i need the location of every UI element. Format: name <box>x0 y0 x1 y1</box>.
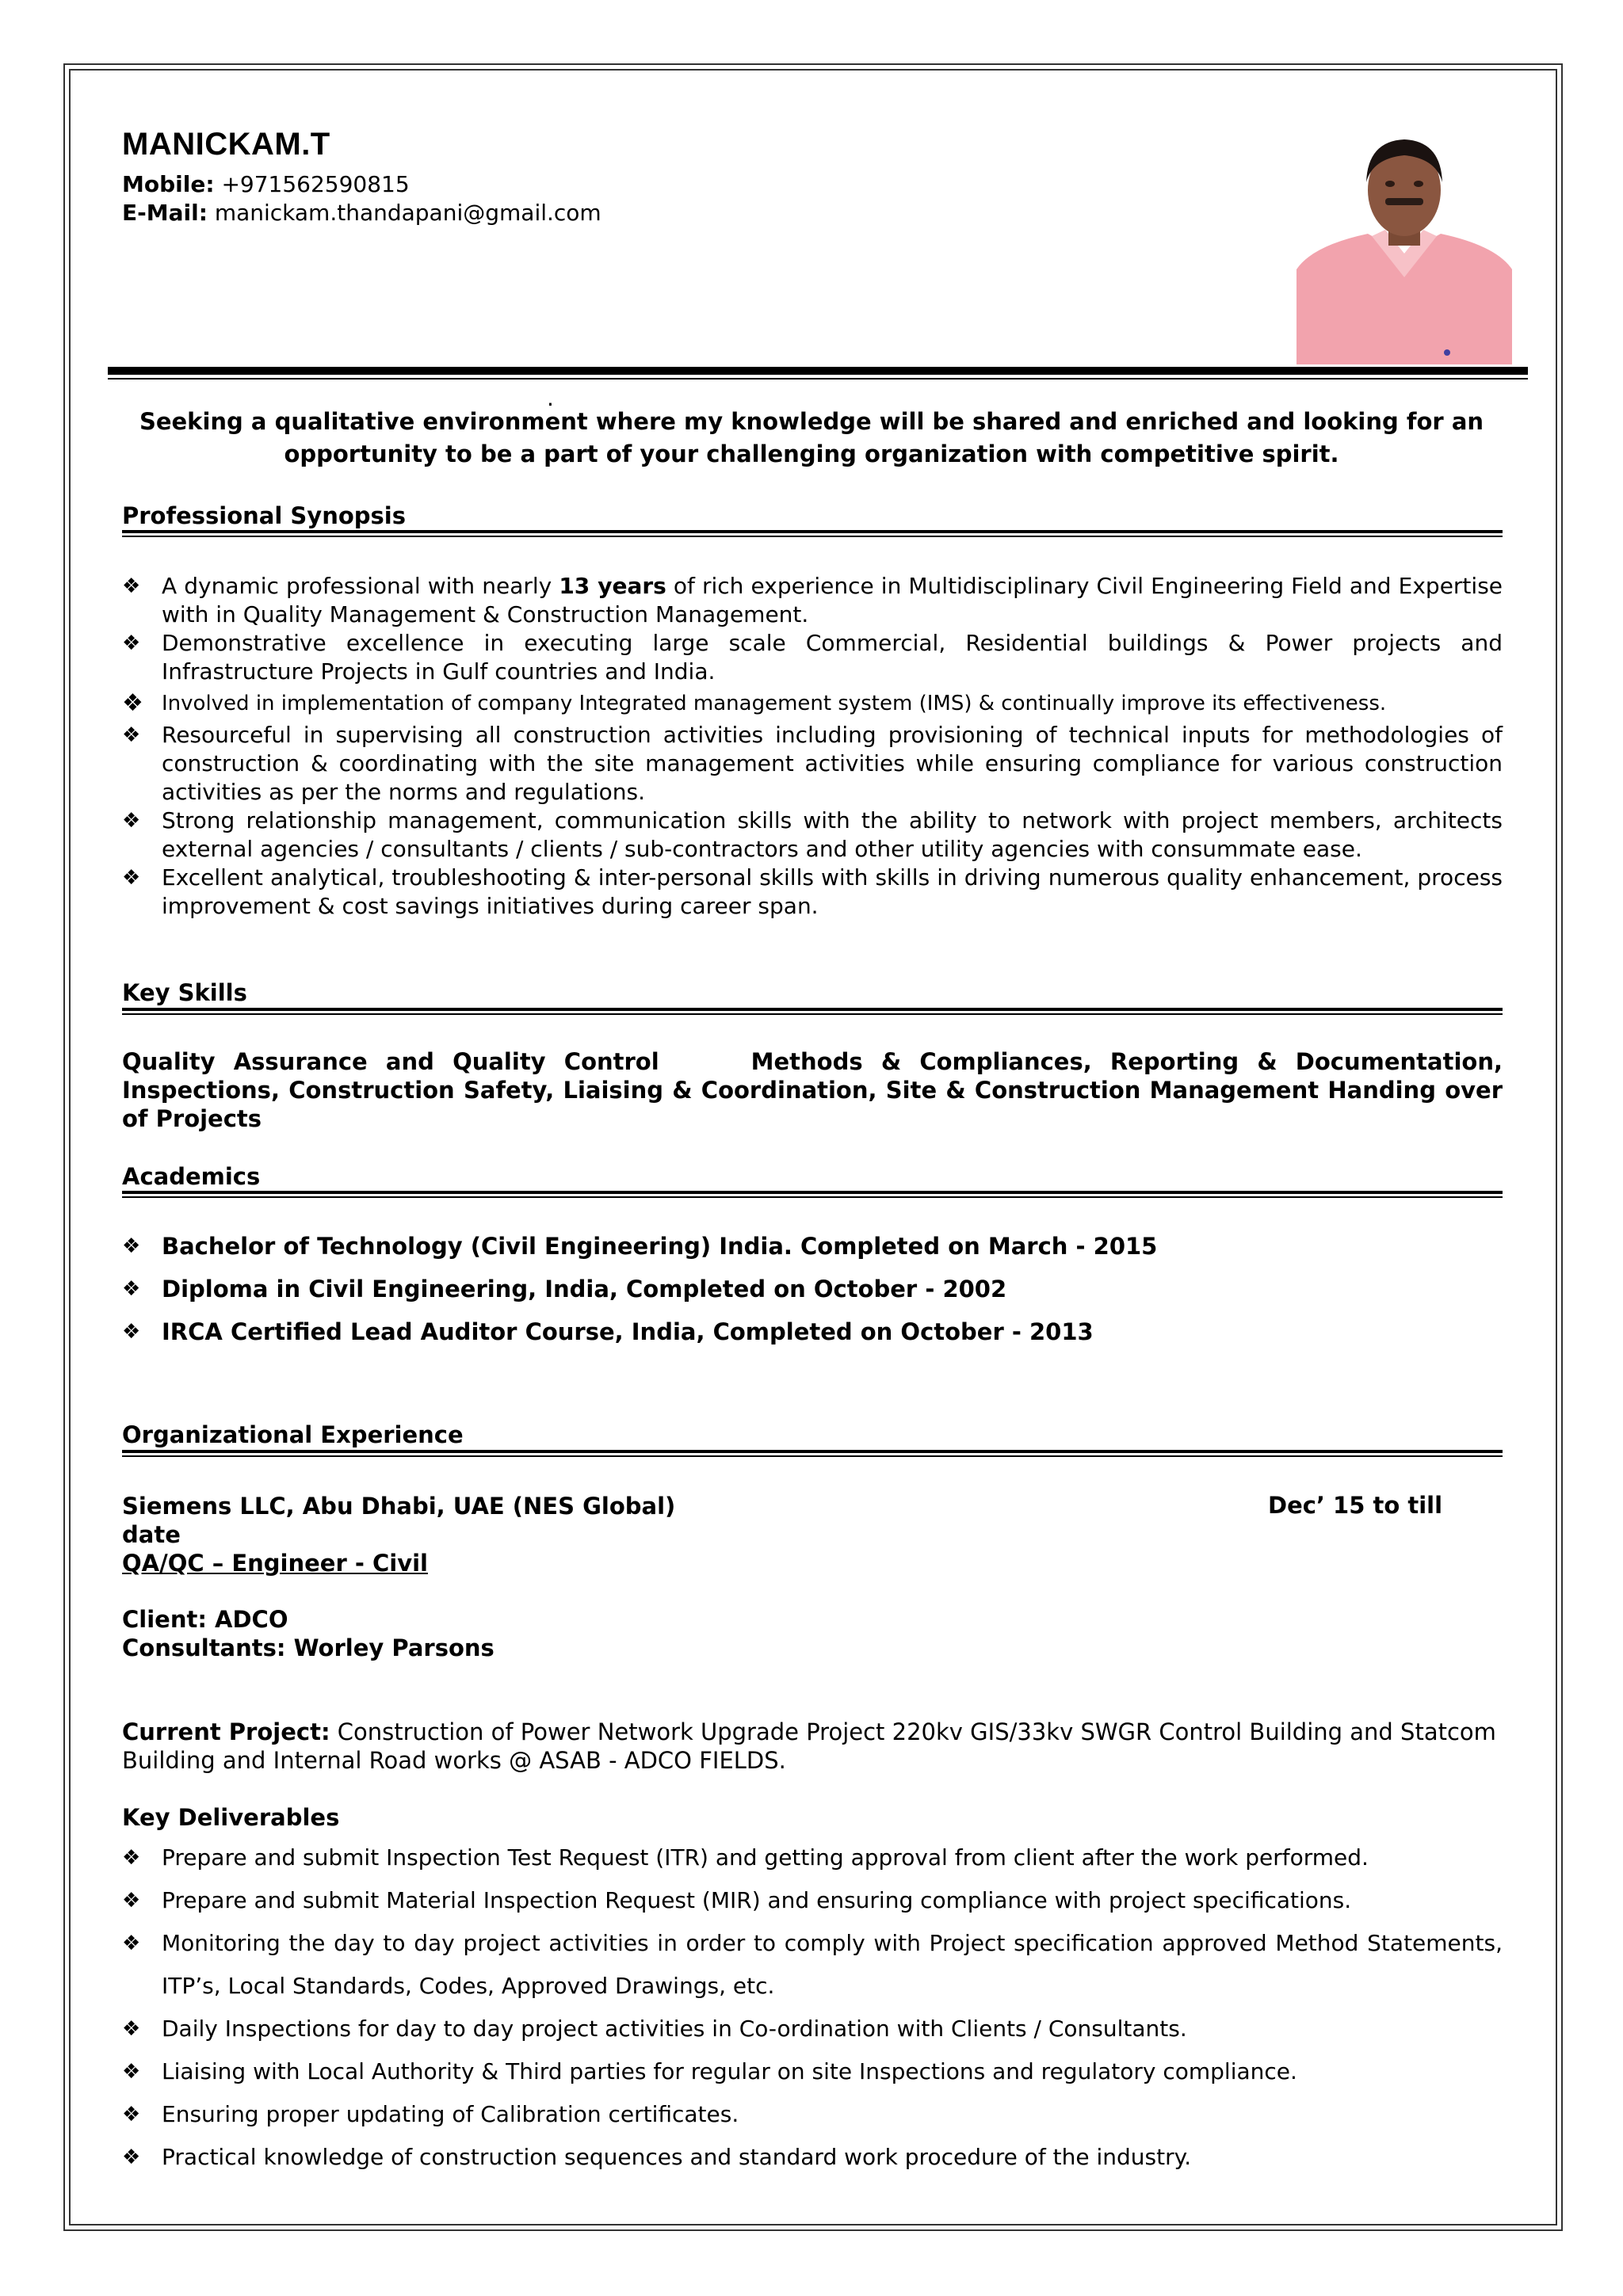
company-name: Siemens LLC, Abu Dhabi, UAE (NES Global) <box>122 1493 676 1520</box>
bullet-icon: ❖ <box>122 574 141 598</box>
profile-photo <box>1296 135 1512 364</box>
list-item: ❖ Practical knowledge of construction sequences and standard work procedure of the industry. <box>122 2136 1503 2179</box>
synopsis-list <box>122 572 1503 921</box>
mobile-label: Mobile: <box>122 171 215 197</box>
current-project-label: Current Project: <box>122 1718 330 1745</box>
deliverables-title: Key Deliverables <box>122 1804 340 1831</box>
list-item: ❖ Bachelor of Technology (Civil Engineering) India. Completed on March - 2015 <box>122 1225 1503 1268</box>
bullet-icon: ❖ <box>122 1234 141 1258</box>
bullet-icon: ❖ <box>122 1889 141 1913</box>
list-item: ❖ Prepare and submit Material Inspection Request (MIR) and ensuring compliance with project specifications. <box>122 1879 1503 1922</box>
current-project-text: Construction of Power Network Upgrade Project 220kv GIS/33kv SWGR Control Building and Statcom Building and Internal Road works @ ASAB - ADCO FIELDS. <box>122 1718 1496 1774</box>
deliverables-list <box>122 1836 1503 2179</box>
job-role: QA/QC – Engineer - Civil <box>122 1550 428 1577</box>
client-name: Client: ADCO <box>122 1606 288 1633</box>
list-item: ❖ Prepare and submit Inspection Test Request (ITR) and getting approval from client after the work performed. <box>122 1836 1503 1879</box>
section-title-experience: Organizational Experience <box>122 1421 464 1448</box>
bullet-icon: ❖ <box>122 723 141 747</box>
stray-dot: . <box>547 385 554 411</box>
list-item: ❖ Involved in implementation of company Integrated management system (IMS) & continually improve its effectiveness. <box>122 686 1503 721</box>
header-divider-thick <box>108 367 1528 375</box>
consultant-name: Consultants: Worley Parsons <box>122 1634 495 1661</box>
section-title-academics: Academics <box>122 1163 261 1190</box>
key-skills-text: Quality Assurance and Quality Control Methods & Compliances, Reporting & Documentation, Inspections, Construction Safety, Liaising & Coordination, Site & Construction Management Handing over of Projects <box>122 1048 1511 1132</box>
list-item: ❖ A dynamic professional with nearly 13 years of rich experience in Multidisciplinary Civil Engineering Field and Expertise with in Quality Management & Construction Management. <box>122 573 1503 627</box>
list-item: ❖ Liaising with Local Authority & Third parties for regular on site Inspections and regulatory compliance. <box>122 2050 1503 2093</box>
section-title-synopsis: Professional Synopsis <box>122 502 406 529</box>
bullet-icon: ❖ <box>122 2017 141 2041</box>
bullet-icon: ❖ <box>122 689 143 717</box>
bullet-icon: ❖ <box>122 809 141 833</box>
list-item: ❖ Resourceful in supervising all construction activities including provisioning of technical inputs for methodologies of construction & coordinating with the site management activities while ensuring compliance for various construction activities as per the norms and regulations. <box>122 722 1503 805</box>
list-item: ❖ Daily Inspections for day to day project activities in Co-ordination with Clients / Consultants. <box>122 2008 1503 2050</box>
list-item: ❖ Excellent analytical, troubleshooting & inter-personal skills with skills in driving numerous quality enhancement, process improvement & cost savings initiatives during career span. <box>122 864 1503 919</box>
candidate-name: MANICKAM.T <box>122 127 330 162</box>
bullet-icon: ❖ <box>122 1277 141 1301</box>
email-line <box>122 200 601 226</box>
section-rule-experience <box>122 1450 1503 1457</box>
email-address: manickam.thandapani@gmail.com <box>214 200 601 226</box>
bullet-icon: ❖ <box>122 2145 141 2169</box>
section-title-skills: Key Skills <box>122 979 247 1006</box>
header-divider-thin <box>108 378 1528 379</box>
mobile-line <box>122 171 410 197</box>
list-item: ❖ Ensuring proper updating of Calibration certificates. <box>122 2093 1503 2136</box>
bullet-icon: ❖ <box>122 2060 141 2084</box>
list-item: ❖ Diploma in Civil Engineering, India, Completed on October - 2002 <box>122 1268 1503 1310</box>
list-item: ❖ Strong relationship management, communication skills with the ability to network with project members, architects external agencies / consultants / clients / sub-contractors and other utility agencies with consummate ease. <box>122 807 1503 862</box>
mobile-number: +971562590815 <box>221 171 410 197</box>
section-rule-skills <box>122 1008 1503 1015</box>
section-rule-academics <box>122 1191 1503 1198</box>
bullet-icon: ❖ <box>122 2103 141 2126</box>
bullet-icon: ❖ <box>122 1846 141 1870</box>
academics-list <box>122 1225 1503 1353</box>
list-item: ❖ Monitoring the day to day project activities in order to comply with Project specification approved Method Statements, ITP’s, Local Standards, Codes, Approved Drawings, etc. <box>122 1922 1503 2008</box>
bullet-icon: ❖ <box>122 1932 141 1955</box>
career-objective: Seeking a qualitative environment where my knowledge will be shared and enriched and looking for an opportunity to be a part of your challenging organization with competitive spirit. <box>139 408 1484 467</box>
email-label: E-Mail: <box>122 200 208 226</box>
employment-period-cont: date <box>122 1521 181 1548</box>
current-project <box>122 1718 1503 1775</box>
bullet-icon: ❖ <box>122 1320 141 1344</box>
employment-period: Dec’ 15 to till <box>1268 1492 1443 1519</box>
list-item: ❖ IRCA Certified Lead Auditor Course, India, Completed on October - 2013 <box>122 1310 1503 1353</box>
bullet-icon: ❖ <box>122 631 141 655</box>
list-item: ❖ Demonstrative excellence in executing large scale Commercial, Residential buildings & Power projects and Infrastructure Projects in Gulf countries and India. <box>122 630 1503 685</box>
section-rule-synopsis <box>122 530 1503 537</box>
bullet-icon: ❖ <box>122 866 141 890</box>
